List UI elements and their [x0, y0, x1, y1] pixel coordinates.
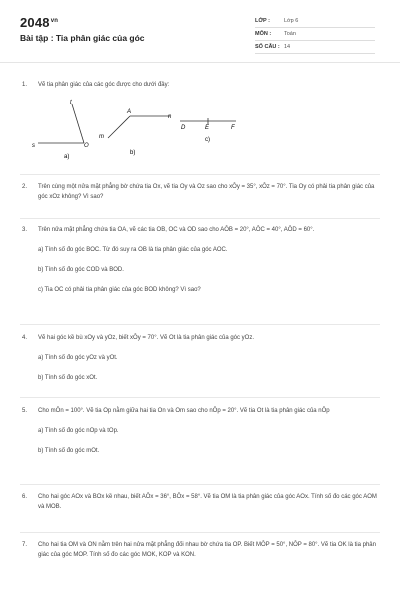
label-A: A: [127, 109, 132, 115]
label-c: c): [205, 137, 210, 143]
divider: [20, 218, 380, 219]
question-5: 5. Cho mÔn = 100°. Vẽ tia Op nằm giữa hai tia On và Om sao cho nÔp = 20°. Vẽ tia Ot là tia phân giác của nÔp a) Tính số đo góc nOp và tOp. b) Tính số đo góc mOt.: [22, 408, 330, 454]
label-F: F: [231, 125, 235, 131]
question-3: 3. Trên nửa mặt phẳng chứa tia OA, vẽ các tia OB, OC và OD sao cho AÔB = 20°, AÔC = 40°, AÔD = 60°. a) Tính số đo góc BOC. Từ đó suy ra OB là tia phân giác của góc AOC. b) Tính số đo góc COD và BOD. c) Tia OC có phải tia phân giác của góc BOD không? Vì sao?: [22, 227, 315, 293]
angle-figures: [0, 0, 400, 175]
meta-row-subject: MÔN : Toán: [255, 28, 375, 41]
divider: [20, 484, 380, 485]
label-s: s: [32, 143, 35, 149]
divider: [20, 397, 380, 398]
site-logo[interactable]: $2048^{vn}$: [20, 15, 59, 30]
divider: [20, 324, 380, 325]
label-D: D: [181, 125, 186, 131]
question-4: 4. Vẽ hai góc kề bù xOy và yOz, biết xÔy = 70°. Vẽ Ot là tia phân giác của góc yOz. a) Tính số đo góc yOz và yOt. b) Tính số đo góc xOt.: [22, 335, 255, 381]
divider: [20, 174, 380, 175]
label-E: E: [205, 125, 210, 131]
label-m: m: [99, 134, 104, 140]
label-t: t: [70, 100, 72, 106]
label-a: a): [64, 154, 70, 160]
question-6: 6. Cho hai góc AOx và BOx kề nhau, biết AÔx = 36°, BÔx = 58°. Vẽ tia OM là tia phân giác của góc AOx. Tính số đo các góc AOM và MOB.: [22, 494, 377, 510]
label-O: O: [84, 143, 89, 149]
question-7: 7. Cho hai tia OM và ON nằm trên hai nửa mặt phẳng đối nhau bờ chứa tia OP. Biết MÔP = 50°, NÔP = 80°. Vẽ tia OK là tia phân giác của góc MOP. Tính số đo các góc MOK, KOP và KON.: [22, 542, 376, 558]
figure-c: [180, 118, 236, 124]
question-2: 2. Trên cùng một nửa mặt phẳng bờ chứa tia Ox, vẽ tia Oy và Oz sao cho xÔy = 35°, xÔz = 70°. Tia Oy có phải tia phân giác của góc xOz không? Vì sao?: [22, 184, 375, 200]
worksheet-title: Bài tập : Tia phân giác của góc: [20, 33, 145, 43]
question-1: 1. Vẽ tia phân giác của các góc được cho dưới đây:: [22, 82, 170, 88]
label-b: b): [130, 150, 136, 156]
divider: [20, 532, 380, 533]
meta-row-count: SỐ CÂU : 14: [255, 41, 375, 54]
label-n: n: [168, 114, 172, 120]
figure-b: [108, 116, 170, 138]
figure-a: [38, 104, 84, 143]
meta-row-class: LỚP : Lớp 6: [255, 15, 375, 28]
